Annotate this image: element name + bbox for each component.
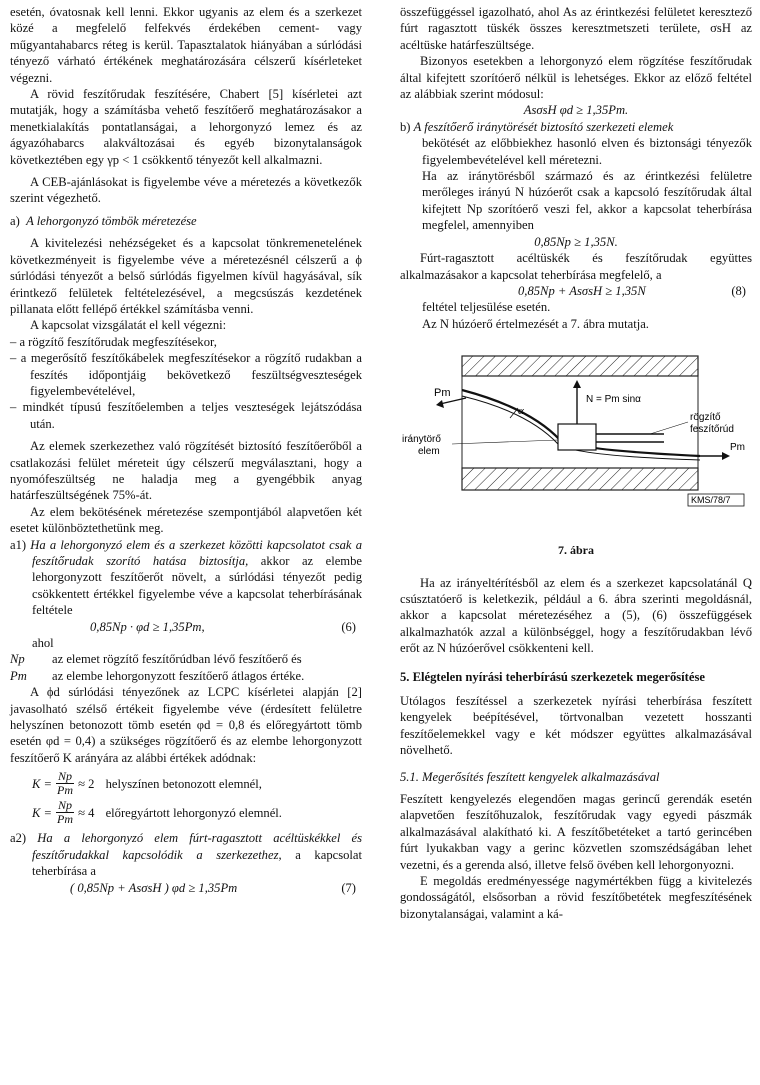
paragraph: Utólagos feszítéssel a szerkezetek nyírási teherbírása feszített kengyelek beépítésével, törtvonalban vezetett hosszanti feszítőelemekkel vagy e két módszer együttes alkalmazásával növelhető.	[400, 693, 752, 758]
label-iranytoro: iránytörő	[402, 434, 441, 446]
equation-text: ( 0,85Np + AsσsH ) φd ≥ 1,35Pm	[70, 880, 238, 895]
label-n: N = Pm sinα	[586, 394, 641, 406]
label-elem: elem	[418, 446, 440, 458]
figure-7	[400, 338, 752, 538]
k-text: helyszínen betonozott elemnél,	[105, 776, 262, 791]
heading-title: A lehorgonyzó tömbök méretezése	[26, 213, 197, 228]
equation-text: 0,85Np + AsσsH ≥ 1,35N	[518, 283, 646, 298]
paragraph: A ϕd súrlódási tényezőnek az LCPC kísérletei alapján [2] javasolható szélső értékeit figyelembe véve (érdesített felületre helyszínen betonozott tömb esetén φd = 0,8 és előregyártott tömb esetén φd = 0,4) a szükséges rögzítőerő és az elembe lehorgonyzott feszítőerő K arányára az alábbi értékek adódnak:	[10, 685, 362, 765]
fraction-numerator: Np	[58, 769, 73, 784]
case-a2	[10, 830, 362, 879]
label-code: KMS/78/7	[691, 495, 731, 506]
paragraph: bekötését az előbbiekhez hasonló elven és biztonsági tényezők figyelembevételével kell méretezni.	[422, 136, 752, 167]
k-lhs: K =	[32, 805, 53, 820]
paragraph: feltétel teljesülése esetén.	[422, 300, 551, 315]
paragraph: Az elemek szerkezethez való rögzítését biztosító feszítőerőből a csatlakozási felület méreteit úgy célszerű megválasztani, hogy a nyomófeszültség ne haladja meg a gyengébbik anyag határfeszültségének 75%-át.	[10, 439, 362, 503]
leader-line	[650, 422, 688, 434]
paragraph: A CEB-ajánlásokat is figyelembe véve a méretezés a következők szerint végezhető.	[10, 175, 362, 206]
paragraph: A rövid feszítőrudak feszítésére, Chabert [5] kísérletei azt mutatják, hogy a számításba vehető feszítőerő meghatározásakor a menetkialakítás pontatlanságai, a lehorgonyzó lemez és az ágyazóhabarcs alakváltozásai és egyéb bizonytalanságok következtében egy γp < 1 csökkentő tényezőt kell alkalmazni.	[10, 87, 362, 167]
fraction-denominator: Pm	[57, 783, 74, 798]
left-column	[10, 4, 362, 896]
arrow-head	[722, 452, 730, 460]
paragraph: ahol	[32, 636, 54, 651]
paragraph: Az N húzóerő értelmezését a 7. ábra mutatja.	[422, 316, 649, 331]
list-item: – a megerősítő feszítőkábelek megfeszítésekor a rögzítő rudakban a feszítés időpontjáig bekövetkező feszültségveszteségek figyelembevételével,	[10, 351, 362, 398]
label-feszitorud: feszítőrúd	[690, 424, 734, 436]
figure-caption: 7. ábra	[558, 543, 594, 558]
equation-number: (6)	[341, 619, 356, 634]
section-heading-a	[10, 213, 362, 229]
label-rogzito: rögzítő	[690, 412, 721, 424]
k-equation-2	[32, 799, 362, 826]
paragraph: esetén, óvatosnak kell lenni. Ekkor ugyanis az elem és a szerkezet közé a megfelelő felfekvés érdekében cement- vagy műgyantahabarcs réteg is kerül. Tapasztalatok hiányában a súrlódási tényező várható értékének meghatározására célszerű kísérleteket végezni.	[10, 5, 362, 85]
case-italic: Ha a lehorgonyzó elem és a szerkezet közötti kapcsolatot csak a feszítőrudak szorító hatása biztosítja,	[30, 537, 363, 568]
fraction-numerator: Np	[58, 798, 73, 813]
label-pm: Pm	[434, 387, 451, 400]
definition-text: az elemet rögzítő feszítőrúdban lévő feszítőerő és	[52, 652, 302, 667]
paragraph: Ha az iránytörésből származó és az érintkezési felületre merőleges irányú N húzóerőt csak a kapcsoló feszítőrudak által kifejtett Np szorítóerő veszi fel, akkor a kapcsolat teherbírása megfelel, amennyiben	[422, 169, 752, 233]
equation-number: (8)	[731, 283, 746, 298]
paragraph: Bizonyos esetekben a lehorgonyzó elem rögzítése feszítőrudak által kifejtett szorítóerő nélkül is lehetséges. Ekkor az előző feltétel az alábbiak szerint módosul:	[400, 54, 752, 102]
paragraph: Fúrt-ragasztott acéltüskék és feszítőrudak együttes alkalmazásakor a kapcsolat teherbírása megfelelő, a	[400, 251, 752, 282]
k-value: ≈ 2	[78, 776, 95, 791]
fraction	[56, 770, 74, 797]
list-item: – a rögzítő feszítőrudak megfeszítésekor,	[10, 334, 217, 349]
case-label: a1)	[10, 537, 27, 552]
definition-row	[10, 651, 362, 667]
paragraph: Ha az irányeltérítésből az elem és a szerkezet kapcsolatánál Q csúsztatóerő is keletkezik, például a 6. ábra szerinti megoldásnál, akkor a kapcsolat méretezéséhez a (5), (6) összefüggések alkalmazhatók azzal a különbséggel, hogy a feszítőrudakban lévő erőt az N húzóerővel csökkenteni kell.	[400, 575, 752, 656]
figure-7-drawing	[400, 338, 752, 538]
paragraph: A kapcsolat vizsgálatát el kell végezni:	[30, 318, 227, 333]
deviator-element	[558, 424, 596, 450]
right-column	[400, 4, 752, 922]
case-italic: A feszítőerő iránytörését biztosító szerkezeti elemek	[413, 119, 674, 134]
k-value: ≈ 4	[78, 805, 95, 820]
paragraph: E megoldás eredményessége nagymértékben függ a kivitelezés gondosságától, elsősorban a rövid feszítőbetétek megfeszítésének bizonytalanságai, valamint a ká-	[400, 874, 752, 921]
case-label: b)	[400, 119, 411, 134]
label-alpha: α	[518, 405, 524, 418]
case-a1	[10, 537, 362, 619]
fraction-denominator: Pm	[57, 812, 74, 827]
top-slab	[462, 356, 698, 376]
definition-symbol: Np	[10, 652, 25, 667]
leader-line	[452, 440, 558, 444]
equation-text: 0,85Np · φd ≥ 1,35Pm,	[90, 619, 205, 634]
list-item: – mindkét típusú feszítőelemben a teljes veszteségek lejátszódása után.	[10, 400, 362, 431]
equation-8	[400, 283, 752, 299]
equation-a: AsσsH φd ≥ 1,35Pm.	[523, 103, 629, 118]
arrow-head	[436, 400, 444, 408]
case-text: akkor az elembe lehorgonyzott feszítőerőt növelt, a súrlódási tényezőt pedig csökkentett értékkel figyelembe véve a kapcsolat teherbírásának feltétele	[32, 554, 362, 618]
definition-row	[10, 668, 362, 684]
k-text: előregyártott lehorgonyzó elemnél.	[105, 805, 282, 820]
k-lhs: K =	[32, 776, 53, 791]
equation-7	[10, 880, 362, 896]
case-italic: Ha a lehorgonyzó elem fúrt-ragasztott acéltüskékkel és feszítőrudakkal kapcsolódik a szerkezethez,	[32, 831, 362, 862]
equation-b: 0,85Np ≥ 1,35N.	[534, 234, 618, 249]
heading-label: a)	[10, 213, 20, 228]
bottom-slab	[462, 468, 698, 490]
equation-6	[10, 619, 362, 635]
paragraph: A kivitelezési nehézségeket és a kapcsolat tönkremenetelének következményeit is figyelembe véve a méretezésnél célszerű a ϕ súrlódási tényezőt a belső súrlódás figyelmen kívül hagyásával, sík érintkező felületek feltételezésével, a megcsúszás kezdetének pillanata előtt fellépő értékkel számításba venni.	[10, 236, 362, 316]
fraction	[56, 799, 74, 826]
case-text: a kapcsolat teherbírása a	[32, 847, 362, 879]
section-heading-5: 5. Elégtelen nyírási teherbírású szerkezetek megerősítése	[400, 669, 705, 684]
section-heading-5-1: 5.1. Megerősítés feszített kengyelek alkalmazásával	[400, 769, 660, 784]
definition-symbol: Pm	[10, 668, 27, 683]
equation-number: (7)	[341, 880, 356, 895]
label-pm-right: Pm	[730, 442, 745, 454]
case-label: a2)	[10, 831, 27, 846]
definition-text: az elembe lehorgonyzott feszítőerő átlagos értéke.	[52, 668, 305, 683]
section-b	[400, 119, 752, 135]
paragraph: összefüggéssel igazolható, ahol As az érintkezési felületet keresztező fúrt ragasztott tüskék összes keresztmetszeti területe, σsH az acéltüske határfeszültsége.	[400, 5, 752, 52]
paragraph: Az elem bekötésének méretezése szempontjából alapvetően két esetet különböztethetünk meg.	[10, 504, 362, 536]
k-equation-1	[32, 770, 362, 797]
arrow-head	[573, 380, 581, 388]
paragraph: Feszített kengyelezés elegendően magas gerincű gerendák esetén alapvetően feszítőhuzalok, feszítőrudak vagy egyedi pászmák alkalmazásával alakítható ki. A feszítőbetéteket a tartó gerincében fúrt lyukakban vagy a gerinc közvetlen szomszédságában lehet vezetni, és a gerenda alsó, illetve felső övében kell lehorgonyozni.	[400, 792, 752, 872]
